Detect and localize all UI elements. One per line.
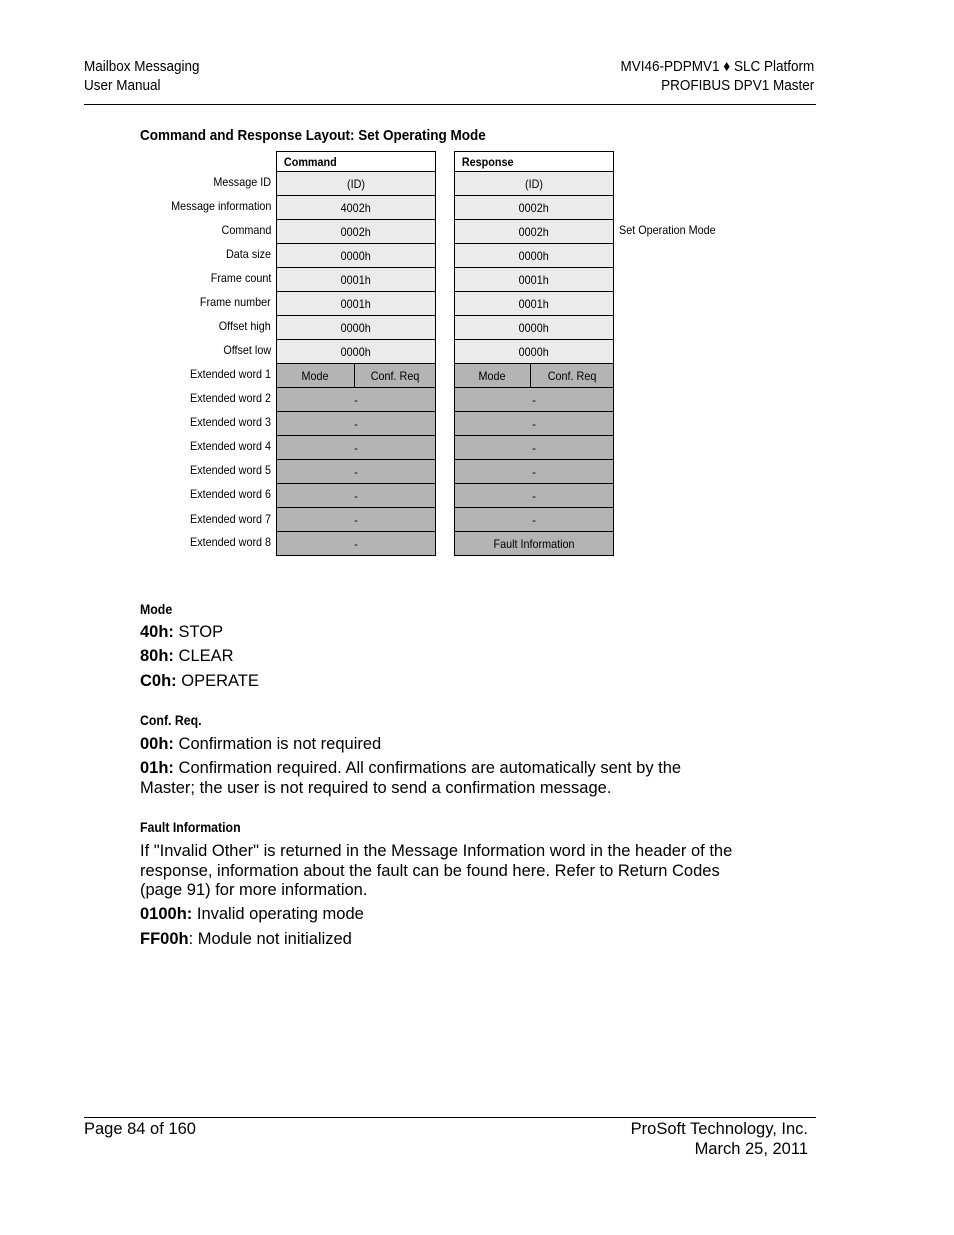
response-cell: (ID) xyxy=(454,171,614,196)
command-cell: 4002h xyxy=(276,195,436,220)
row-label: Frame number xyxy=(200,295,271,309)
fault-item: 0100h: Invalid operating mode xyxy=(140,905,364,923)
header-chapter: Mailbox Messaging xyxy=(84,58,200,75)
command-cell: 0000h xyxy=(276,315,436,340)
fault-intro: If "Invalid Other" is returned in the Message Information word in the header of the response, information about the fault can be found here. Refer to Return Codes (page 91) for more information. xyxy=(140,842,733,899)
row-label: Extended word 7 xyxy=(189,512,271,526)
row-label: Offset low xyxy=(223,343,271,357)
response-cell: 0002h xyxy=(454,195,614,220)
command-cell: - xyxy=(276,435,436,460)
row-label: Extended word 6 xyxy=(189,487,271,501)
command-cell: (ID) xyxy=(276,171,436,196)
row-label: Extended word 2 xyxy=(189,391,271,405)
command-cell: 0000h xyxy=(276,339,436,364)
row-label: Message information xyxy=(170,199,271,213)
header-doc-type: User Manual xyxy=(84,77,161,94)
publication-date: March 25, 2011 xyxy=(694,1139,808,1158)
row-label: Extended word 3 xyxy=(189,415,271,429)
header-right xyxy=(620,57,814,95)
header-rule xyxy=(84,104,816,105)
response-fault-info-cell: Fault Information xyxy=(454,531,614,556)
mode-item: C0h: OPERATE xyxy=(140,672,259,690)
response-conf-req-cell: Conf. Req xyxy=(530,363,614,388)
mode-item: 80h: CLEAR xyxy=(140,647,234,665)
footer-right xyxy=(631,1120,808,1159)
response-cell: - xyxy=(454,411,614,436)
command-cell: - xyxy=(276,531,436,556)
row-label: Extended word 1 xyxy=(189,367,271,381)
response-cell: 0001h xyxy=(454,267,614,292)
header-protocol: PROFIBUS DPV1 Master xyxy=(660,77,814,94)
response-cell: 0000h xyxy=(454,339,614,364)
command-header: Command xyxy=(276,151,436,172)
response-cell: - xyxy=(454,435,614,460)
row-label: Offset high xyxy=(218,319,271,333)
response-cell: - xyxy=(454,483,614,508)
command-conf-req-cell: Conf. Req xyxy=(354,363,436,388)
mode-item: 40h: STOP xyxy=(140,623,224,641)
mode-heading: Mode xyxy=(140,601,173,617)
row-label: Extended word 8 xyxy=(189,535,271,549)
response-cell: 0000h xyxy=(454,315,614,340)
command-cell: - xyxy=(276,387,436,412)
fault-item: FF00h: Module not initialized xyxy=(140,930,352,948)
section-title: Command and Response Layout: Set Operating Mode xyxy=(140,127,486,144)
response-cell: - xyxy=(454,459,614,484)
response-header: Response xyxy=(454,151,614,172)
response-cell: - xyxy=(454,387,614,412)
row-label: Data size xyxy=(225,247,271,261)
row-label: Frame count xyxy=(210,271,271,285)
header-left xyxy=(84,57,200,95)
conf-req-heading: Conf. Req. xyxy=(140,712,202,728)
header-product: MVI46-PDPMV1 ♦ SLC Platform xyxy=(620,58,814,75)
row-label: Extended word 5 xyxy=(189,463,271,477)
command-cell: - xyxy=(276,411,436,436)
response-cell: 0000h xyxy=(454,243,614,268)
response-cell: 0001h xyxy=(454,291,614,316)
command-cell: 0001h xyxy=(276,291,436,316)
command-mode-cell: Mode xyxy=(276,363,355,388)
conf-req-item: 01h: Confirmation required. All confirmations are automatically sent by the Master; the user is not required to send a confirmation message. xyxy=(140,759,682,797)
response-cell: 0002h xyxy=(454,219,614,244)
conf-req-item: 00h: Confirmation is not required xyxy=(140,735,382,753)
footer-rule xyxy=(84,1117,816,1118)
response-cell: - xyxy=(454,507,614,532)
row-note: Set Operation Mode xyxy=(619,223,716,237)
response-mode-cell: Mode xyxy=(454,363,531,388)
command-cell: - xyxy=(276,507,436,532)
command-cell: 0001h xyxy=(276,267,436,292)
company-name: ProSoft Technology, Inc. xyxy=(630,1120,808,1138)
row-label: Extended word 4 xyxy=(189,439,271,453)
command-cell: 0002h xyxy=(276,219,436,244)
page-number: Page 84 of 160 xyxy=(84,1120,196,1138)
fault-heading: Fault Information xyxy=(140,819,241,835)
row-label: Message ID xyxy=(213,175,271,189)
command-cell: - xyxy=(276,483,436,508)
command-cell: - xyxy=(276,459,436,484)
command-cell: 0000h xyxy=(276,243,436,268)
row-label: Command xyxy=(221,223,271,237)
